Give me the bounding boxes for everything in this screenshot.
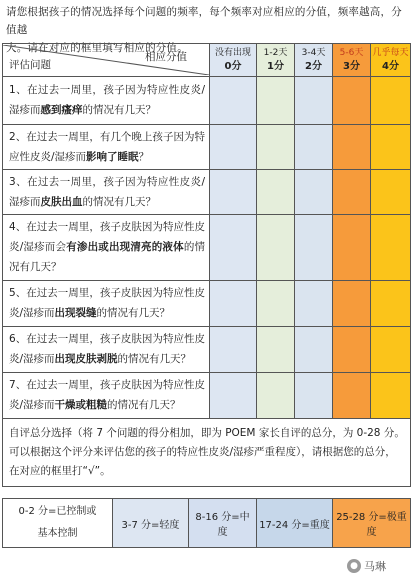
answer-cell-3pts[interactable] (333, 373, 371, 419)
answer-cell-1pts[interactable] (257, 373, 295, 419)
freq-label: 5-6天 (339, 48, 364, 58)
question-text: 4、在过去一周里，孩子皮肤因为特应性皮炎/湿疹而会有渗出或出现清亮的液体的情况有几天？ (3, 215, 210, 281)
question-text: 6、在过去一周里，孩子皮肤因为特应性皮炎/湿疹而出现皮肤剥脱的情况有几天？ (3, 327, 210, 373)
header-row (3, 44, 411, 77)
question-header-label: 评估问题 (9, 59, 51, 71)
freq-points: 4分 (382, 61, 399, 72)
poem-questionnaire-table (2, 43, 411, 487)
freq-label: 1-2天 (263, 48, 288, 58)
answer-cell-0pts[interactable] (210, 215, 257, 281)
answer-cell-0pts[interactable] (210, 281, 257, 327)
instructions-line-2: 大。请在对应的框里填写相应的分值。 (6, 42, 188, 54)
wechat-icon: ● (347, 559, 361, 573)
answer-cell-1pts[interactable] (257, 170, 295, 215)
answer-cell-2pts[interactable] (295, 125, 333, 170)
answer-cell-1pts[interactable] (257, 281, 295, 327)
answer-cell-2pts[interactable] (295, 215, 333, 281)
question-row-4 (3, 215, 411, 281)
answer-cell-1pts[interactable] (257, 77, 295, 125)
severity-moderate[interactable] (189, 499, 257, 548)
question-keyword: 出现皮肤剥脱 (54, 353, 118, 365)
freq-points: 0分 (224, 61, 242, 72)
header-corner-cell (3, 44, 210, 77)
answer-cell-4pts[interactable] (371, 170, 411, 215)
answer-cell-2pts[interactable] (295, 77, 333, 125)
answer-cell-3pts[interactable] (333, 125, 371, 170)
severity-label: 17-24 分=重度 (259, 519, 330, 531)
question-row-3 (3, 170, 411, 215)
answer-cell-2pts[interactable] (295, 327, 333, 373)
question-row-6 (3, 327, 411, 373)
question-keyword: 影响了睡眠 (86, 150, 139, 163)
watermark (347, 558, 386, 574)
answer-cell-2pts[interactable] (295, 170, 333, 215)
severity-label: 25-28 分=极重度 (336, 512, 407, 538)
question-keyword: 皮肤出血 (40, 195, 83, 208)
answer-cell-3pts[interactable] (333, 281, 371, 327)
severity-label: 0-2 分=已控制或 (18, 506, 97, 517)
freq-header-3 (333, 44, 371, 77)
freq-header-2 (295, 44, 333, 77)
severity-controlled[interactable] (3, 499, 113, 548)
freq-label: 几乎每天 (372, 48, 409, 58)
question-keyword: 出现裂缝 (54, 307, 97, 319)
answer-cell-4pts[interactable] (371, 373, 411, 419)
freq-points: 3分 (343, 61, 360, 72)
severity-very-severe[interactable] (333, 499, 411, 548)
answer-cell-2pts[interactable] (295, 281, 333, 327)
freq-header-0 (210, 44, 257, 77)
question-row-5 (3, 281, 411, 327)
freq-header-1 (257, 44, 295, 77)
question-text: 1、在过去一周里，孩子因为特应性皮炎/湿疹而感到瘙痒的情况有几天？ (3, 77, 210, 125)
answer-cell-0pts[interactable] (210, 170, 257, 215)
answer-cell-3pts[interactable] (333, 327, 371, 373)
answer-cell-4pts[interactable] (371, 77, 411, 125)
answer-cell-4pts[interactable] (371, 281, 411, 327)
answer-cell-4pts[interactable] (371, 327, 411, 373)
question-text: 3、在过去一周里，孩子因为特应性皮炎/湿疹而皮肤出血的情况有几天？ (3, 170, 210, 215)
severity-table (2, 498, 411, 548)
question-text: 2、在过去一周里，有几个晚上孩子因为特应性皮炎/湿疹而影响了睡眠？ (3, 125, 210, 170)
answer-cell-3pts[interactable] (333, 170, 371, 215)
answer-cell-4pts[interactable] (371, 125, 411, 170)
question-keyword: 感到瘙痒 (40, 104, 83, 116)
answer-cell-1pts[interactable] (257, 327, 295, 373)
freq-points: 1分 (267, 61, 284, 72)
summary-row (3, 419, 411, 487)
answer-cell-0pts[interactable] (210, 373, 257, 419)
freq-label: 没有出现 (214, 48, 251, 58)
answer-cell-3pts[interactable] (333, 77, 371, 125)
answer-cell-2pts[interactable] (295, 373, 333, 419)
severity-severe[interactable] (257, 499, 333, 548)
watermark-name: 马琳 (364, 560, 386, 573)
answer-cell-4pts[interactable] (371, 215, 411, 281)
severity-mild[interactable] (113, 499, 189, 548)
question-row-2 (3, 125, 411, 170)
answer-cell-1pts[interactable] (257, 125, 295, 170)
severity-label-cont: 基本控制 (37, 528, 78, 539)
question-text: 7、在过去一周里，孩子皮肤因为特应性皮炎/湿疹而干燥或粗糙的情况有几天？ (3, 373, 210, 419)
question-keyword: 有渗出或出现清亮的液体 (66, 241, 184, 253)
answer-cell-1pts[interactable] (257, 215, 295, 281)
summary-text: 自评总分选择（将 7 个问题的得分相加，即为 POEM 家长自评的总分，为 0-28 分。可以根据这个评分来评估您的孩子的特应性皮炎/湿疹严重程度），请根据您的总分，在对应的框里打“√”。 (3, 419, 411, 487)
answer-cell-0pts[interactable] (210, 327, 257, 373)
score-header-label: 相应分值 (145, 51, 187, 63)
question-text: 5、在过去一周里，孩子皮肤因为特应性皮炎/湿疹而出现裂缝的情况有几天？ (3, 281, 210, 327)
answer-cell-0pts[interactable] (210, 125, 257, 170)
severity-row (3, 499, 411, 548)
freq-points: 2分 (305, 61, 322, 72)
instructions-line-1: 请您根据孩子的情况选择每个问题的频率，每个频率对应相应的分值，频率越高，分值越 (6, 6, 402, 36)
question-keyword: 干燥或粗糙 (54, 399, 108, 411)
freq-label: 3-4天 (301, 48, 326, 58)
answer-cell-3pts[interactable] (333, 215, 371, 281)
answer-cell-0pts[interactable] (210, 77, 257, 125)
question-row-1 (3, 77, 411, 125)
severity-label: 8-16 分=中度 (195, 512, 250, 538)
freq-header-4 (371, 44, 411, 77)
severity-label: 3-7 分=轻度 (121, 519, 180, 531)
question-row-7 (3, 373, 411, 419)
